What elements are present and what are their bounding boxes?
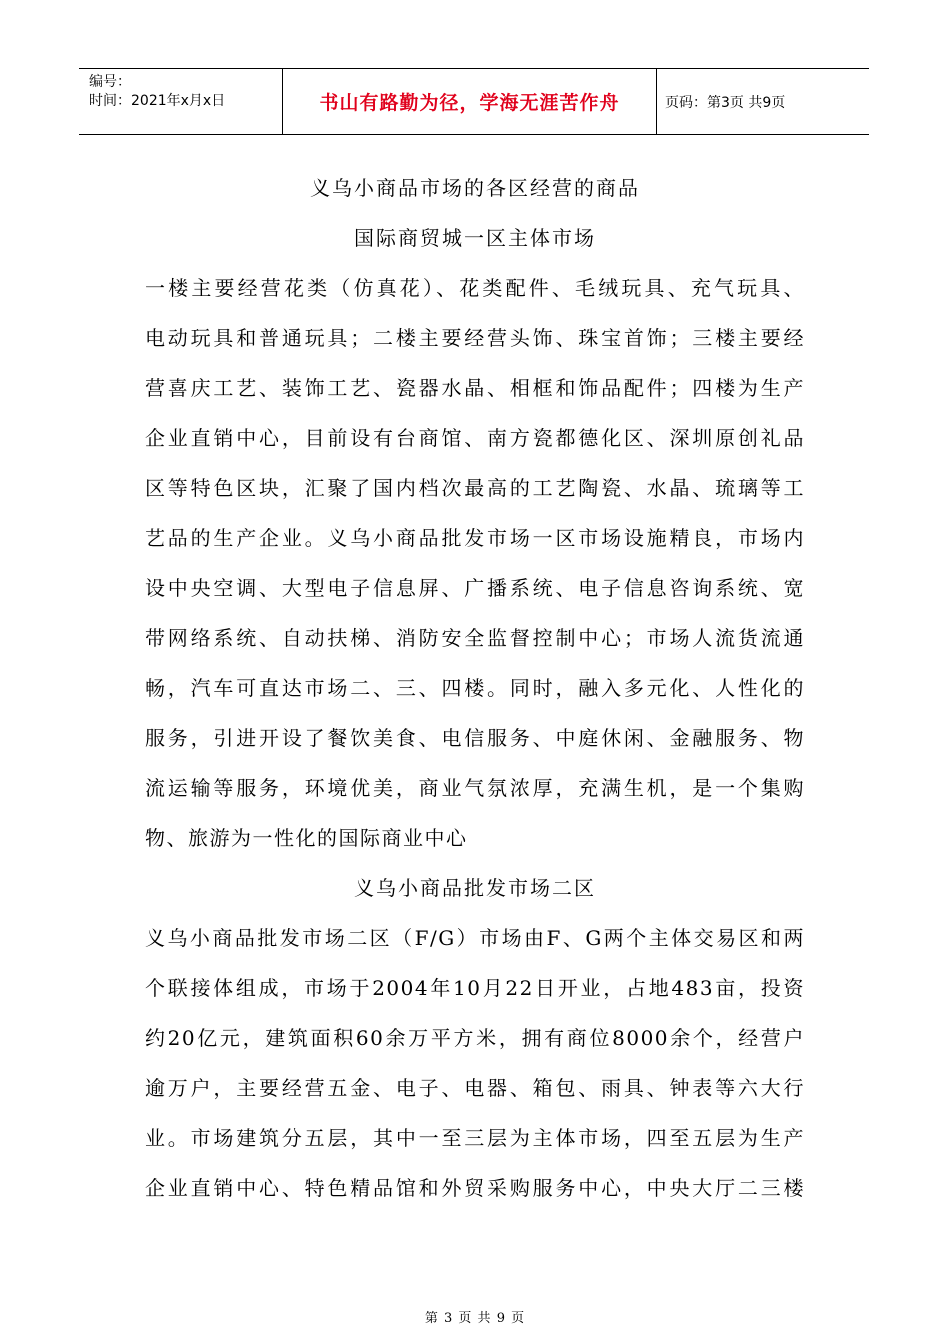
paragraph-line: 设中央空调、大型电子信息屏、广播系统、电子信息咨询系统、宽 [145,576,805,600]
paragraph-line: 流运输等服务，环境优美，商业气氛浓厚，充满生机，是一个集购 [145,776,805,800]
paragraph-line: 艺品的生产企业。义乌小商品批发市场一区市场设施精良，市场内 [145,526,805,550]
document-title: 义乌小商品市场的各区经营的商品 [310,176,640,200]
paragraph-line: 带网络系统、自动扶梯、消防安全监督控制中心；市场人流货流通 [145,626,805,650]
paragraph-line: 区等特色区块，汇聚了国内档次最高的工艺陶瓷、水晶、琉璃等工 [145,476,805,500]
header-page-cell [657,69,869,134]
document-number-label: 编号： [89,74,131,90]
paragraph-line: 企业直销中心，目前设有台商馆、南方瓷都德化区、深圳原创礼品 [145,426,805,450]
page-header [79,68,869,135]
paragraph-line: 个联接体组成，市场于2004年10月22日开业，占地483亩，投资 [145,976,805,1000]
paragraph-line: 逾万户，主要经营五金、电子、电器、箱包、雨具、钟表等六大行 [145,1076,805,1100]
header-page-label: 页码：第3页 共9页 [665,94,786,111]
paragraph-line: 服务，引进开设了餐饮美食、电信服务、中庭休闲、金融服务、物 [145,726,805,750]
paragraph-line: 畅，汽车可直达市场二、三、四楼。同时，融入多元化、人性化的 [145,676,805,700]
document-time-label: 时间：2021年x月x日 [89,93,226,109]
section1-title: 国际商贸城一区主体市场 [354,226,596,250]
header-motto: 书山有路勤为径，学海无涯苦作舟 [319,92,620,114]
paragraph-line: 企业直销中心、特色精品馆和外贸采购服务中心，中央大厅二三楼 [145,1176,805,1200]
paragraph-line: 义乌小商品批发市场二区（F/G）市场由F、G两个主体交易区和两 [145,926,805,950]
header-info-cell [79,69,283,134]
section2-title: 义乌小商品批发市场二区 [354,876,596,900]
paragraph-line: 电动玩具和普通玩具；二楼主要经营头饰、珠宝首饰；三楼主要经 [145,326,805,350]
paragraph-line: 业。市场建筑分五层，其中一至三层为主体市场，四至五层为生产 [145,1126,805,1150]
paragraph-line: 一楼主要经营花类（仿真花）、花类配件、毛绒玩具、充气玩具、 [145,276,805,300]
paragraph-line: 营喜庆工艺、装饰工艺、瓷器水晶、相框和饰品配件；四楼为生产 [145,376,805,400]
paragraph-line: 约20亿元，建筑面积60余万平方米，拥有商位8000余个，经营户 [145,1026,805,1050]
header-motto-cell [283,69,657,134]
paragraph-line: 物、旅游为一性化的国际商业中心 [145,826,468,850]
page-footer: 第 3 页 共 9 页 [424,1311,526,1326]
